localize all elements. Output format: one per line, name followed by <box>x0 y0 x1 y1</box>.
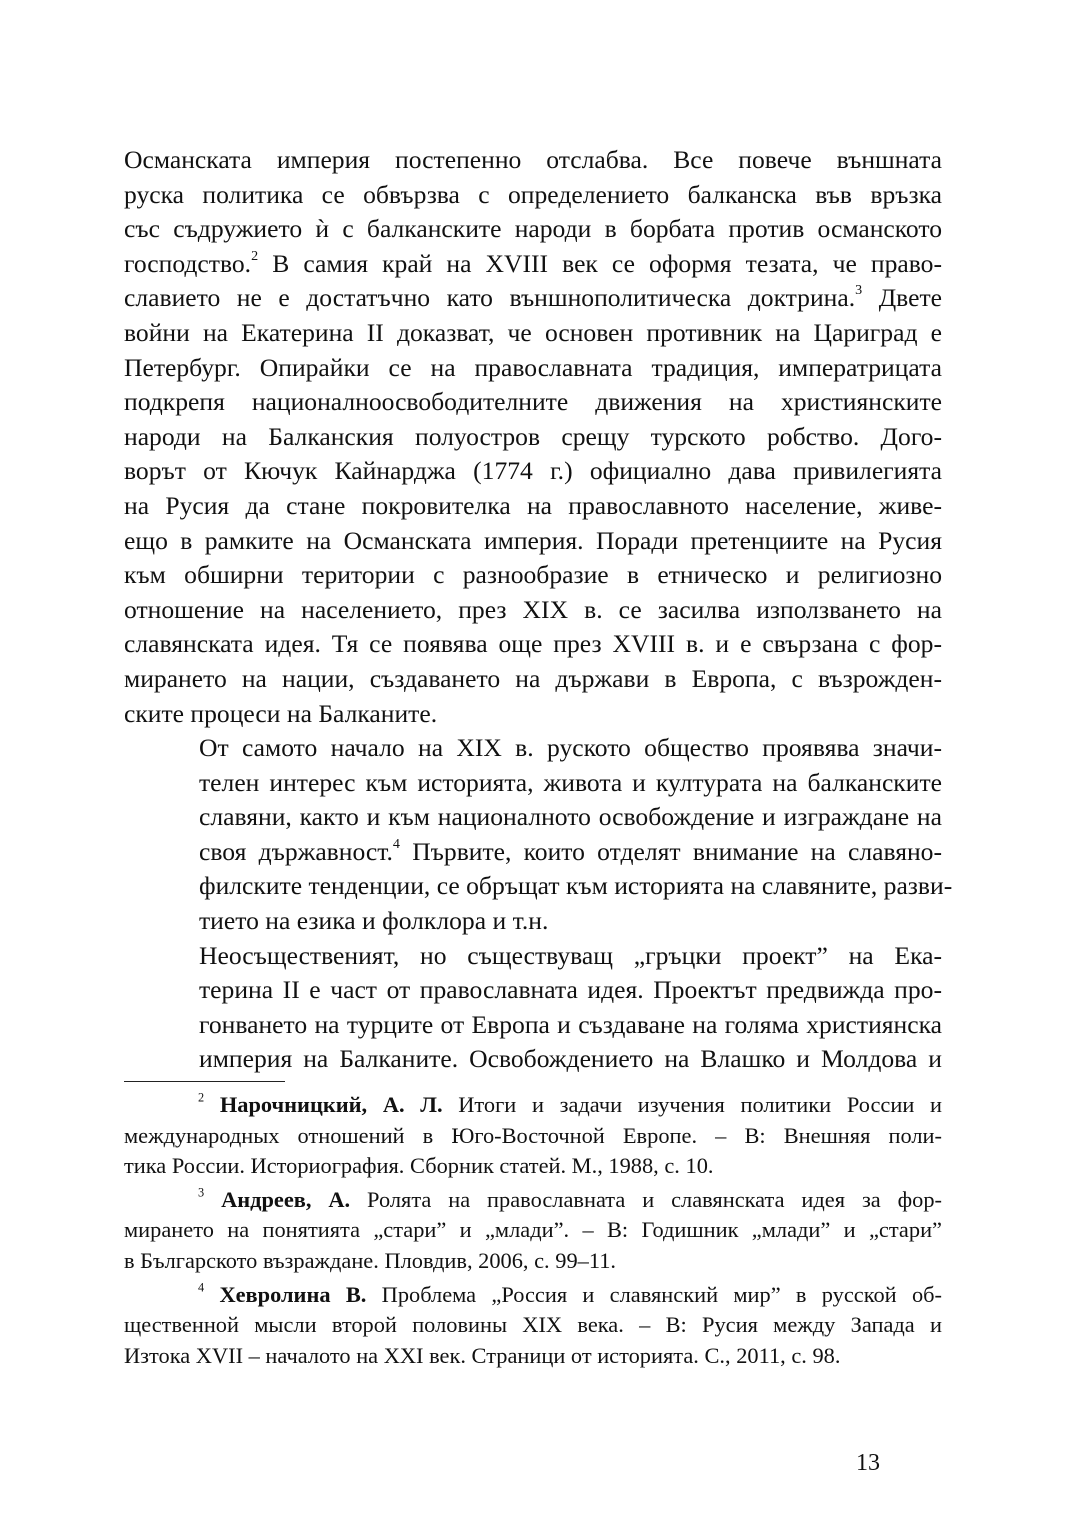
footnote-number: 4 <box>198 1280 205 1295</box>
text-line: народи на Балканския полуостров срещу турското робство. Дого- <box>124 421 942 451</box>
text-line: към обширни територии с разнообразие в етническо и религиозно <box>124 560 942 590</box>
text-line: гонването на турците от Европа и създаване на голяма християнска <box>199 1009 942 1039</box>
text-line: терина II е част от православната идея. Проектът предвижда про- <box>199 975 942 1005</box>
footnote-ref-4[interactable]: 4 <box>392 835 400 852</box>
footnote-separator <box>124 1081 285 1082</box>
footnote-author: Хевролина В. <box>219 1281 367 1307</box>
footnote-number: 2 <box>198 1090 205 1105</box>
text-line: отношение на населението, през XIX в. се засилва използването на <box>124 594 942 624</box>
text-line <box>124 835 942 870</box>
text-line: империя на Балканите. Освобождението на Влашко и Молдова и <box>199 1044 942 1074</box>
main-text <box>124 143 953 1077</box>
text-line: тието на езика и фолклора и т.н. <box>199 906 549 936</box>
footnote-author: Нарочницкий, А. Л. <box>219 1092 443 1117</box>
page-number: 13 <box>856 1450 880 1476</box>
text-line <box>124 247 942 282</box>
text-line: на Русия да стане покровителка на православното население, живе- <box>124 490 942 520</box>
text-fragment: Двете <box>862 283 942 313</box>
footnote-author: Андреев, А. <box>221 1186 351 1212</box>
footnote-line: тика России. Историография. Сборник статей. М., 1988, с. 10. <box>124 1153 714 1179</box>
text-line: ските процеси на Балканите. <box>124 698 438 728</box>
footnotes <box>124 1090 942 1374</box>
footnote-number: 3 <box>198 1185 205 1200</box>
footnote-text: Проблема „Россия и славянский мир” в русской об- <box>366 1281 942 1307</box>
footnote-ref-3[interactable]: 3 <box>855 282 863 299</box>
text-line: Неосъщественият, но съществуващ „гръцки проект” на Ека- <box>199 940 942 970</box>
text-line: Петербург. Опирайки се на православната традиция, императрицата <box>124 352 942 382</box>
text-fragment: В самия край на XVIII век се оформя тезата, че право- <box>258 248 942 278</box>
footnote-line: Изтока XVII – началото на XXI век. Страници от историята. С., 2011, с. 98. <box>124 1342 841 1368</box>
text-line: ворът от Кючук Кайнарджа (1774 г.) официално дава привилегията <box>124 456 942 486</box>
text-line: със съдружието ѝ с балканските народи в борбата против османското <box>124 214 942 244</box>
text-line: мирането на нации, създаването на държави в Европа, с възрожден- <box>124 663 942 693</box>
footnote-line <box>124 1090 942 1121</box>
paragraph-1 <box>124 143 942 731</box>
text-line: войни на Екатерина II доказват, че основен противник на Цариград е <box>124 317 942 347</box>
text-line: славяни, както и към националното освобождение и изграждане на <box>199 802 942 832</box>
text-fragment: своя държавност. <box>199 836 393 866</box>
text-line: телен интерес към историята, живота и културата на балканските <box>199 767 942 797</box>
footnote-line: мирането на понятията „стари” и „млади”. – В: Годишник „млади” и „стари” <box>124 1217 942 1243</box>
paragraph-2 <box>124 731 953 939</box>
text-line: От самото начало на XIX в. руското общество проявява значи- <box>199 733 942 763</box>
footnote-3 <box>124 1185 942 1277</box>
footnote-line <box>124 1280 942 1311</box>
footnote-line: в Българското възраждане. Пловдив, 2006, с. 99–11. <box>124 1247 616 1273</box>
text-line: ещо в рамките на Османската империя. Поради претенциите на Русия <box>124 525 942 555</box>
text-line: славянската идея. Тя се появява още през XVIII в. и е свързана с фор- <box>124 629 942 659</box>
text-line: Османската империя постепенно отслабва. Все повече външната <box>124 145 942 174</box>
text-fragment: господство. <box>124 248 252 278</box>
footnote-2 <box>124 1090 942 1182</box>
footnote-ref-2[interactable]: 2 <box>251 247 259 264</box>
text-line <box>124 281 942 316</box>
text-fragment: Първите, които отделят внимание на славяно- <box>399 836 942 866</box>
text-line: филските тенденции, се обръщат към историята на славяните, разви- <box>199 871 953 901</box>
footnote-text: Ролята на православната и славянската идея за фор- <box>350 1186 942 1212</box>
footnote-line: щественной мысли второй половины XIX века. – В: Русия между Запада и <box>124 1312 942 1338</box>
footnote-text: Итоги и задачи изучения политики России и <box>442 1092 942 1117</box>
text-fragment: славието не е достатъчно като външнополитическа доктрина. <box>124 283 856 313</box>
footnote-line <box>124 1185 942 1216</box>
footnote-line: международных отношений в Юго-Восточной Европе. – В: Внешняя поли- <box>124 1122 942 1148</box>
footnote-4 <box>124 1280 942 1372</box>
paragraph-3 <box>124 939 942 1077</box>
text-line: подкрепя националноосвободителните движения на християнските <box>124 387 942 417</box>
text-line: руска политика се обвързва с определението балканска във връзка <box>124 179 942 209</box>
